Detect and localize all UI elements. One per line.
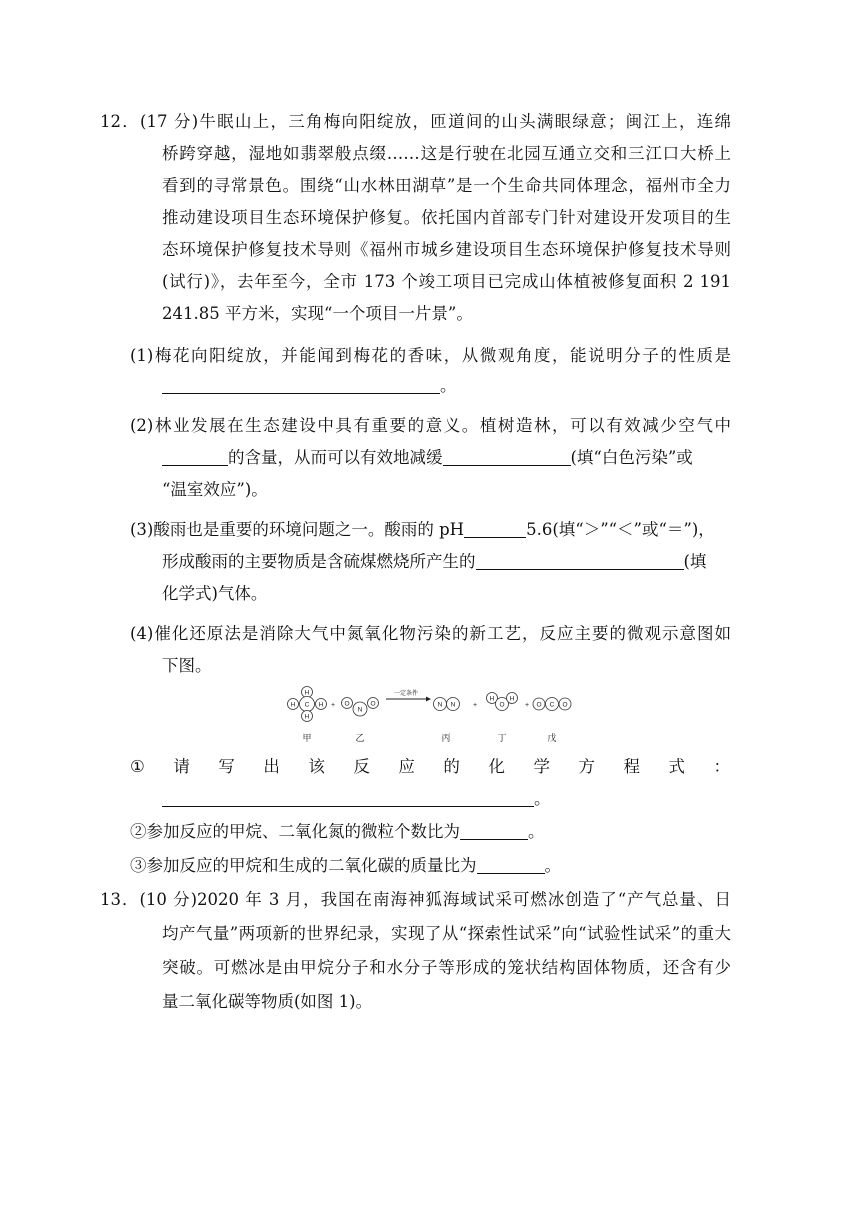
text: ③参加反应的甲烷和生成的二氧化碳的质量比为 [130,856,477,875]
q12-sub2 [130,822,545,842]
q12-sub3 [130,856,561,876]
q12-part3-line-1 [130,520,715,540]
q12-part1-answer-line [162,376,457,396]
label-jia: 甲 [302,734,312,744]
q13-line-4: 量二氧化碳等物质(如图 1)。 [162,992,373,1011]
answer-blank-ratio-1[interactable] [460,823,528,840]
char: 请 [173,757,190,776]
q12-line-2: 桥跨穿越，湿地如翡翠般点缀……这是行驶在北园互通立交和三江口大桥上 [162,144,731,163]
q12-part4-line-2: 下图。 [162,656,212,675]
plus-icon: + [330,702,336,709]
text: 5.6(填“＞”“＜”或“＝”)， [526,520,715,539]
punctuation: 。 [544,856,561,875]
q12-line-1: 12．(17 分)牛眠山上，三角梅向阳绽放，匝道间的山头满眼绿意；闽江上，连绵 [100,112,731,131]
atom-label: H [304,689,310,697]
char: ： [713,757,730,776]
q12-sub1-answer-line [162,789,551,809]
answer-blank-3b[interactable] [476,553,684,570]
q12-line-7: 241.85 平方米，实现“一个项目一片景”。 [162,304,473,323]
reaction-arrow-icon [386,697,431,702]
atom-label: O [536,701,542,709]
label-bing: 丙 [441,734,451,744]
atom-label: N [357,706,363,714]
label-ding: 丁 [497,734,507,744]
answer-blank-ratio-2[interactable] [477,857,545,874]
atom-label: H [290,701,296,709]
char: 化 [488,757,505,776]
char: 反 [353,757,370,776]
q13-line-3: 突破。可燃冰是由甲烷分子和水分子等形成的笼状结构固体物质，还含有少 [162,958,731,977]
char: 写 [218,757,235,776]
q12-part3-line-2 [162,552,706,572]
reaction-diagram [280,684,580,746]
char: 学 [533,757,550,776]
char: 方 [578,757,595,776]
atom-label: O [562,701,568,709]
text: 形成酸雨的主要物质是含硫煤燃烧所产生的 [162,552,476,571]
punctuation: 。 [440,376,457,395]
answer-blank-equation[interactable] [162,790,534,807]
char: ① [130,757,145,776]
punctuation: 。 [534,789,551,808]
q12-part4-prompt: (4)催化还原法是消除大气中氮氧化物污染的新工艺，反应主要的微观示意图如 [130,624,731,643]
atom-label: N [437,701,443,709]
char: 出 [263,757,280,776]
atom-label: N [450,701,456,709]
punctuation: 。 [528,822,545,841]
q12-part3-line-3: 化学式)气体。 [162,584,268,603]
atom-label: C [549,701,555,709]
char: 程 [623,757,640,776]
reaction-condition: 一定条件 [393,690,419,697]
q12-part1-prompt: (1)梅花向阳绽放，并能闻到梅花的香味，从微观角度，能说明分子的性质是 [130,346,731,365]
plus-icon: + [472,702,478,709]
answer-blank-1[interactable] [162,377,440,394]
text: ②参加反应的甲烷、二氧化氮的微粒个数比为 [130,822,460,841]
atom-label: H [318,701,324,709]
q13-line-2: 均产气量”两项新的世界纪录，实现了从“探索性试采”向“试验性试采”的重大 [162,924,731,943]
atom-label: O [370,700,376,708]
q13-line-1: 13．(10 分)2020 年 3 月，我国在南海神狐海域试采可燃冰创造了“产气总量、日 [100,890,731,909]
answer-blank-2a[interactable] [162,449,228,466]
q12-line-5: 态环境保护修复技术导则《福州市城乡建设项目生态环境保护修复技术导则 [162,240,731,259]
char: 该 [308,757,325,776]
atom-label: O [344,700,350,708]
atom-label: O [499,701,505,709]
label-wu: 戊 [547,734,557,744]
atom-label: H [304,713,310,721]
q12-part2-line-2 [162,448,693,468]
atom-label: H [509,695,515,703]
q12-line-4: 推动建设项目生态环境保护修复。依托国内首部专门针对建设开发项目的生 [162,208,731,227]
char: 的 [443,757,460,776]
text: (3)酸雨也是重要的环境问题之一。酸雨的 pH [130,520,465,539]
char: 应 [398,757,415,776]
q12-line-6: (试行)》，去年至今，全市 173 个竣工项目已完成山体植被修复面积 2 191 [162,272,731,291]
q12-line-3: 看到的寻常景色。围绕“山水林田湖草”是一个生命共同体理念，福州市全力 [162,176,731,195]
text: (填“白色污染”或 [570,448,693,467]
atom-label: C [304,701,310,709]
char: 式 [668,757,685,776]
text: (填 [683,552,707,571]
plus-icon: + [524,702,530,709]
answer-blank-2b[interactable] [443,449,571,466]
q12-part2-line-3: “温室效应”)。 [162,480,268,499]
q12-sub1-prompt [130,757,730,777]
text: 的含量，从而可以有效地减缓 [228,448,443,467]
atom-label: H [489,695,495,703]
label-yi: 乙 [355,734,365,744]
q12-part2-prompt: (2)林业发展在生态建设中具有重要的意义。植树造林，可以有效减少空气中 [130,416,731,435]
answer-blank-3a[interactable] [464,521,526,538]
